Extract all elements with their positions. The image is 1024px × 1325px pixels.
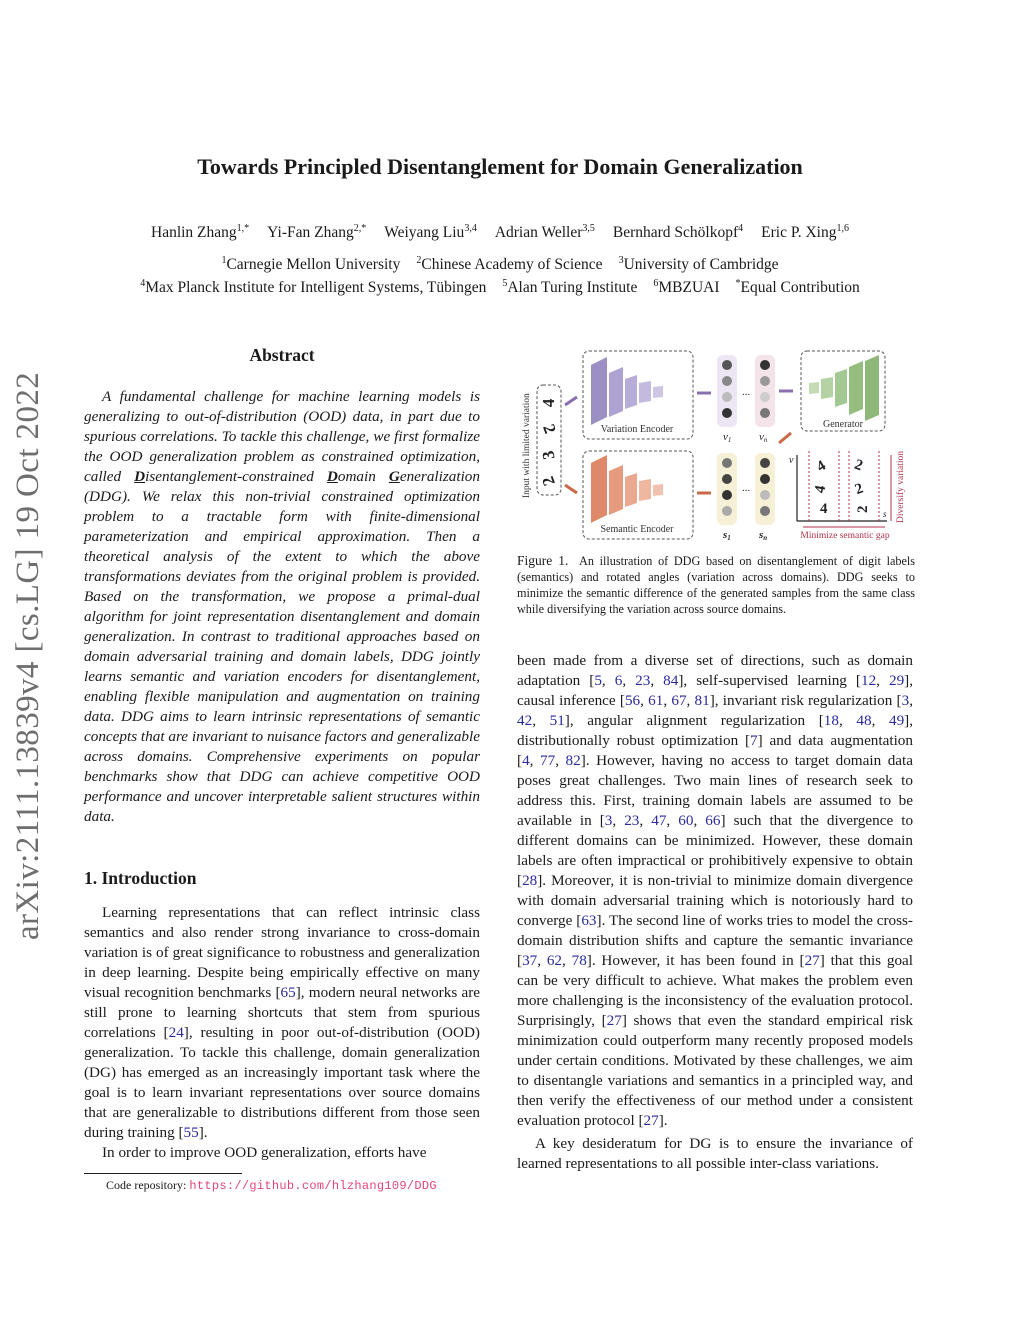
affiliation-marker: * — [735, 278, 741, 289]
affiliation-marker: 1 — [221, 255, 227, 266]
figure-1-caption — [517, 553, 915, 617]
paragraph-text: , — [640, 692, 649, 709]
sn-sub: n — [763, 534, 768, 542]
citation-link[interactable]: 78 — [571, 952, 587, 969]
figure-1 — [517, 345, 913, 545]
ddg-diagram — [517, 345, 913, 545]
affiliation — [140, 279, 486, 296]
paragraph-text: , — [537, 952, 547, 969]
author-affiliation-marker: 1,6 — [836, 223, 849, 234]
paragraph-text: ] such that the divergence to different domains can be minimized. However, these domain labels are often impractical or prohibitively expensive to obtain [ — [517, 812, 914, 889]
abstract-text-b: We relax this non-trivial constrained optimization problem to a tractable form with finite-dimensional parameterization and empirical approximation. Then a theoretical analysis of the extent to which the above transformations deviates from the original problem is provided. Based on the transformation, we propose a primal-dual algorithm for joint representation disentanglement and domain generalization. In contrast to traditional approaches based on domain adversarial training and domain labels, DDG jointly learns semantic and variation encoders for disentanglement, enabling flexible manipulation and augmentation on training data. DDG aims to learn intrinsic representations of semantic concepts that are invariant to nuisance factors and generalizable across domains. Comprehensive experiments on popular benchmarks show that DDG can achieve competitive OOD performance and uncover interpretable salient structures within data. — [84, 488, 480, 825]
citation-link[interactable]: 24 — [168, 1024, 184, 1041]
author-name: Hanlin Zhang$^{1,*}$ — [151, 223, 250, 241]
input-digit: 3 — [538, 449, 559, 461]
abstract-ddg-g: G — [388, 468, 400, 485]
input-digit: 2 — [538, 473, 559, 489]
min-gap-label: Minimize semantic gap — [800, 531, 890, 541]
abstract-body — [84, 387, 480, 827]
paragraph-text: ] that this goal can be very difficult to achieve. What makes the problem even more challenging is the inconsistency of the evaluation protocol. Surprisingly, [ — [517, 952, 913, 1029]
paragraph-text: ]. — [658, 1112, 668, 1129]
citation-link[interactable]: 60 — [678, 812, 694, 829]
paragraph-text: ], angular alignment regularization [ — [564, 712, 824, 729]
sn-label: s — [759, 529, 764, 541]
paragraph-text: , — [532, 712, 550, 729]
paragraph-text: ]. Moreover, it is non-trivial to minimize domain divergence with domain adversarial training which is notoriously hard to converge [ — [517, 872, 913, 929]
affiliation-marker: 5 — [502, 278, 508, 289]
section-introduction-heading: 1. Introduction — [84, 868, 197, 888]
output-digit: 2 — [852, 456, 865, 475]
citation-link[interactable]: 67 — [671, 692, 687, 709]
axis-s-label: s — [883, 509, 887, 519]
author-list — [0, 224, 1000, 242]
citation-link[interactable]: 4 — [522, 752, 530, 769]
paragraph-text: , — [838, 712, 857, 729]
citation-link[interactable]: 47 — [651, 812, 667, 829]
citation-link[interactable]: 65 — [280, 984, 296, 1001]
input-digit: 4 — [539, 398, 558, 408]
affiliation-name: University of Cambridge — [623, 256, 779, 273]
paragraph-text: ]. The second line of works tries to model the cross-domain distribution shifts and capture the semantic invariance [ — [517, 912, 913, 969]
paragraph-text: , — [601, 672, 615, 689]
figure-caption-text: An illustration of DDG based on disentanglement of digit labels (semantics) and rotated angles (variation across domains). DDG seeks to minimize the semantic difference of the generated samples from the same class while diversifying the variation across source domains. — [517, 554, 916, 616]
v1-sub: 1 — [727, 436, 732, 444]
arrow — [779, 433, 791, 443]
citation-link[interactable]: 63 — [581, 912, 597, 929]
input-label: Input with limited variation — [522, 393, 532, 498]
paragraph-text: , — [529, 752, 540, 769]
citation-link[interactable]: 62 — [546, 952, 563, 969]
citation-link[interactable]: 84 — [663, 672, 679, 689]
affiliation-name: Alan Turing Institute — [507, 279, 638, 296]
output-digit: 4 — [814, 457, 829, 476]
citation-link[interactable]: 18 — [823, 712, 839, 729]
citation-link[interactable]: 77 — [540, 752, 556, 769]
right-paragraph-1 — [517, 651, 913, 1131]
author-affiliation-marker: 4 — [738, 223, 744, 234]
affiliation-marker: 6 — [653, 278, 659, 289]
output-digit: 2 — [855, 505, 871, 513]
variation-encoder-layers — [591, 357, 663, 425]
author-name: Yi-Fan Zhang$^{2,*}$ — [267, 223, 367, 241]
code-repository-link[interactable]: https://github.com/hlzhang109/DDG — [189, 1179, 437, 1193]
semantic-encoder-label: Semantic Encoder — [600, 524, 674, 535]
citation-link[interactable]: 29 — [888, 672, 905, 689]
citation-link[interactable]: 37 — [522, 952, 538, 969]
affiliation-marker: 4 — [140, 278, 146, 289]
paragraph-text: ], self-supervised learning [ — [678, 672, 861, 689]
semantic-encoder-layers — [591, 455, 663, 523]
s1-sub: 1 — [727, 534, 731, 542]
abstract-ddg-2: omain — [337, 468, 389, 485]
paragraph-text: , — [612, 812, 625, 829]
affiliation — [653, 279, 719, 296]
vn-sub: n — [763, 436, 768, 444]
paragraph-text: , — [639, 812, 652, 829]
author-name: Weiyang Liu$^{3,4}$ — [384, 223, 477, 241]
author-affiliation-marker: 3,4 — [464, 223, 477, 234]
paragraph-text: ]. However, having no access to target domain data poses great challenges. Two main lines of research seek to address this. First, training domain labels are assumed to be available in [ — [517, 752, 914, 829]
svg-text:vn — [759, 431, 768, 444]
right-column-body — [517, 651, 913, 1174]
paragraph-text: , — [555, 752, 566, 769]
intro-p1-text-c: ], resulting in poor out-of-distribution (OOD) generalization. To tackle this challenge, domain generalization (DG) has emerged as an increasingly important task where the goal is to learn invariant representations over source domains that are generalizable to distributions different from those seen during training [ — [84, 1024, 480, 1141]
affiliations-line-2 — [0, 279, 1000, 297]
affiliation — [221, 256, 400, 273]
intro-p1-text-d: ]. — [198, 1124, 208, 1141]
paragraph-text: , — [562, 952, 572, 969]
introduction-body — [84, 903, 480, 1163]
affiliation-name: Carnegie Mellon University — [226, 256, 401, 273]
affiliation — [416, 256, 602, 273]
affiliation-name: Max Planck Institute for Intelligent Systems, Tübingen — [145, 279, 487, 296]
abstract-ddg-d: D — [134, 468, 146, 485]
affiliations-line-1 — [0, 256, 1000, 274]
author-name: Eric P. Xing$^{1,6}$ — [761, 223, 849, 241]
affiliation — [736, 279, 860, 296]
citation-link[interactable]: 3 — [901, 692, 910, 709]
citation-link[interactable]: 7 — [750, 732, 758, 749]
affiliation-marker: 2 — [416, 255, 422, 266]
citation-link[interactable]: 23 — [624, 812, 640, 829]
svg-text:s1 — [722, 529, 731, 542]
citation-link[interactable]: 42 — [517, 712, 533, 729]
abstract-heading: Abstract — [249, 345, 315, 365]
affiliation — [502, 279, 637, 296]
citation-link[interactable]: 6 — [614, 672, 623, 689]
s1-label: s — [723, 529, 728, 541]
paragraph-text: , — [909, 692, 913, 709]
arrow — [565, 485, 577, 493]
paragraph-text: , — [686, 692, 695, 709]
abstract-text-a: A fundamental challenge for machine learning models is generalizing to out-of-distribution (OOD) data, in part due to spurious correlations. To tackle this challenge, we first formalize the OOD generalization problem as constrained optimization, called — [84, 388, 480, 485]
affiliation-marker: 3 — [618, 255, 624, 266]
diversify-label: Diversify variation — [896, 450, 906, 523]
paragraph-text: been made from a diverse set of directions, such as domain adaptation [ — [517, 652, 913, 689]
footnote-rule — [84, 1173, 242, 1174]
citation-link[interactable]: 23 — [635, 672, 651, 689]
paragraph-text: ], invariant risk regularization [ — [709, 692, 902, 709]
citation-link[interactable]: 27 — [643, 1112, 659, 1129]
footnote — [106, 1178, 437, 1193]
intro-p1-text-b: ], modern neural networks are still prone to learning shortcuts that stem from spurious correlations [ — [84, 984, 480, 1041]
paragraph-text: ] and data augmentation [ — [517, 732, 913, 769]
paragraph-text: ], causal inference [ — [517, 672, 914, 709]
paragraph-text: ] shows that even the standard empirical risk minimization could outperform many recently proposed models under certain conditions. Motivated by these challenges, we aim to disentangle variations and semantics in a principled way, and then verify the effectiveness of our method under a consistent evaluation protocol [ — [517, 1012, 914, 1129]
citation-link[interactable]: 51 — [549, 712, 565, 729]
citation-link[interactable]: 49 — [888, 712, 905, 729]
affiliation-name: Chinese Academy of Science — [421, 256, 603, 273]
affiliation — [619, 256, 779, 273]
dots: ... — [742, 482, 751, 494]
abstract-ddg-d2: D — [326, 468, 338, 485]
citation-link[interactable]: 66 — [705, 812, 721, 829]
citation-link[interactable]: 27 — [804, 952, 820, 969]
abstract-ddg-3: eneralization (DDG). — [84, 468, 480, 505]
arrow — [565, 397, 577, 405]
author-name: Bernhard Schölkopf$^4$ — [612, 223, 744, 241]
variation-encoder-label: Variation Encoder — [600, 424, 674, 435]
figure-label: Figure 1. — [517, 553, 569, 568]
paper-title: Towards Principled Disentanglement for Domain Generalization — [197, 154, 803, 179]
output-digit: 4 — [812, 484, 830, 495]
arxiv-identifier: arXiv:2111.13839v4 [cs.LG] 19 Oct 2022 — [10, 371, 46, 940]
paragraph-text: , — [871, 712, 889, 729]
citation-link[interactable]: 28 — [522, 872, 538, 889]
v1-label: v — [723, 431, 728, 443]
citation-link[interactable]: 12 — [860, 672, 877, 689]
citation-link[interactable]: 55 — [183, 1124, 199, 1141]
axis-v-label: v — [789, 455, 794, 466]
footnote-label: Code repository: — [106, 1178, 190, 1192]
svg-text:v1 — [723, 431, 731, 444]
vn-label: v — [759, 431, 764, 443]
intro-paragraph-2: In order to improve OOD generalization, efforts have — [102, 1144, 427, 1161]
affiliation-name: MBZUAI — [658, 279, 720, 296]
citation-link[interactable]: 61 — [648, 692, 664, 709]
citation-link[interactable]: 81 — [694, 692, 710, 709]
citation-link[interactable]: 5 — [594, 672, 602, 689]
author-affiliation-marker: 1,* — [236, 223, 250, 234]
citation-link[interactable]: 82 — [565, 752, 581, 769]
abstract-ddg-1: isentanglement-constrained — [145, 468, 327, 485]
paragraph-text: , — [876, 672, 889, 689]
paragraph-text: , — [622, 672, 636, 689]
generator-layers — [809, 355, 879, 421]
citation-link[interactable]: 3 — [604, 812, 613, 829]
paragraph-text: ], distributionally robust optimization [ — [517, 712, 914, 749]
dots: ... — [742, 386, 751, 398]
generator-label: Generator — [823, 419, 863, 430]
right-paragraph-2: A key desideratum for DG is to ensure the invariance of learned representations to all possible inter-class variations. — [517, 1135, 913, 1172]
affiliation-name: Equal Contribution — [740, 279, 860, 296]
citation-link[interactable]: 56 — [624, 692, 641, 709]
input-digit: 2 — [539, 421, 560, 437]
intro-paragraph-1 — [84, 903, 480, 1143]
author-name: Adrian Weller$^{3,5}$ — [494, 223, 595, 241]
paragraph-text: , — [650, 672, 664, 689]
svg-text:sn — [758, 529, 767, 542]
paragraph-text: , — [693, 812, 706, 829]
paragraph-text: ]. However, it has been found in [ — [586, 952, 805, 969]
author-affiliation-marker: 2,* — [353, 223, 367, 234]
author-affiliation-marker: 3,5 — [582, 223, 595, 234]
intro-p1-text-a: Learning representations that can reflect intrinsic class semantics and also render strong invariance to cross-domain variation is of great significance to robustness and generalization in deep learning. Despite being empirically effective on many visual recognition benchmarks [ — [84, 904, 480, 1001]
paragraph-text: , — [666, 812, 679, 829]
output-digit: 2 — [852, 480, 866, 499]
paragraph-text: , — [663, 692, 672, 709]
citation-link[interactable]: 48 — [856, 712, 872, 729]
citation-link[interactable]: 27 — [606, 1012, 622, 1029]
output-digit: 4 — [820, 501, 828, 517]
